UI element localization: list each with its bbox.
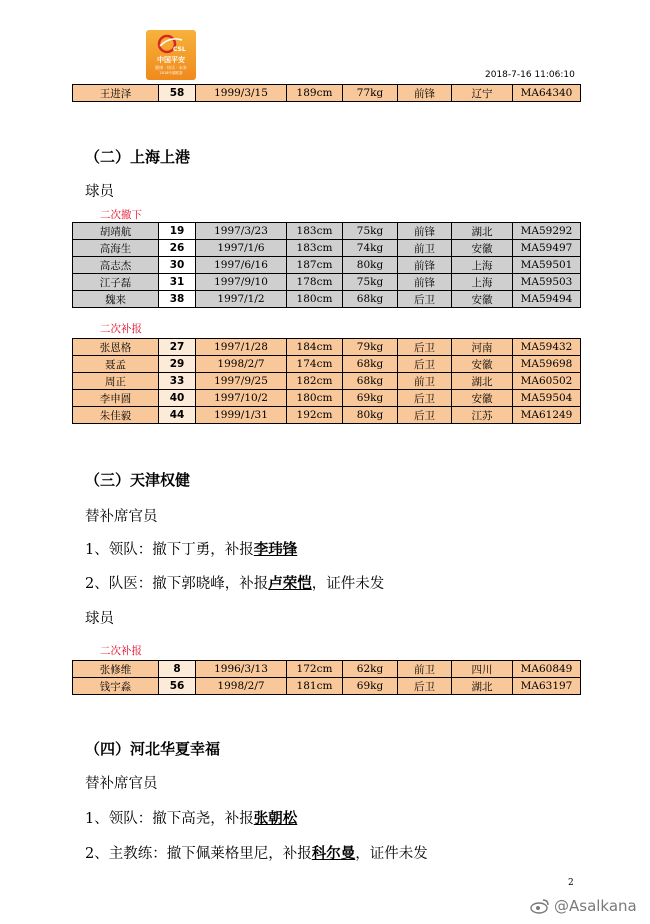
watermark	[530, 897, 637, 915]
table-cell: 前锋	[398, 257, 452, 274]
table-cell: 后卫	[398, 390, 452, 407]
table-cell: 189cm	[287, 85, 343, 102]
table-cell: 安徽	[452, 390, 513, 407]
table-cell: 湖北	[452, 678, 513, 695]
table-cell: 178cm	[287, 274, 343, 291]
table-cell: MA59504	[513, 390, 581, 407]
table-cell: 77kg	[343, 85, 398, 102]
table-cell: 1997/3/23	[196, 223, 287, 240]
table-cell: 68kg	[343, 356, 398, 373]
hebei-officials-label: 替补席官员	[85, 776, 158, 792]
table-row	[73, 274, 581, 291]
table-cell: 27	[159, 339, 196, 356]
table-cell: 江苏	[452, 407, 513, 424]
table-cell: 朱佳毅	[73, 407, 159, 424]
table-cell: 前卫	[398, 373, 452, 390]
table-row	[73, 223, 581, 240]
hebei-line1-name: 张朝松	[253, 810, 298, 827]
table-cell: 68kg	[343, 373, 398, 390]
table-row	[73, 373, 581, 390]
table-row	[73, 407, 581, 424]
table-row	[73, 291, 581, 308]
table-cell: 172cm	[287, 661, 343, 678]
shanghai-added-table	[72, 338, 581, 424]
table-cell: 38	[159, 291, 196, 308]
table-cell: 四川	[452, 661, 513, 678]
table-row	[73, 339, 581, 356]
tianjin-official-line-1: 1、领队：撤下丁勇，补报李玮锋	[85, 541, 298, 558]
table-cell: 1997/1/6	[196, 240, 287, 257]
table-cell: 1999/3/15	[196, 85, 287, 102]
table-cell: MA59698	[513, 356, 581, 373]
shanghai-players-label: 球员	[85, 184, 114, 200]
table-row	[73, 85, 581, 102]
table-cell: MA63197	[513, 678, 581, 695]
table-cell: 1998/2/7	[196, 678, 287, 695]
table-cell: 29	[159, 356, 196, 373]
hebei-official-line-1: 1、领队：撤下高尧，补报张朝松	[85, 810, 298, 827]
logo-mark-text: CSL	[173, 46, 186, 53]
hebei-official-line-2: 2、主教练：撤下佩莱格里尼，补报科尔曼，证件未发	[85, 845, 428, 862]
table-cell: 前锋	[398, 85, 452, 102]
table-cell: 74kg	[343, 240, 398, 257]
table-row	[73, 240, 581, 257]
tianjin-officials-label: 替补席官员	[85, 509, 158, 525]
print-timestamp: 2018-7-16 11:06:10	[485, 70, 575, 80]
table-cell: MA59503	[513, 274, 581, 291]
table-cell: 湖北	[452, 223, 513, 240]
table-cell: 安徽	[452, 291, 513, 308]
table-cell: 聂孟	[73, 356, 159, 373]
table-cell: 上海	[452, 274, 513, 291]
section-title-hebei: （四）河北华夏幸福	[85, 740, 221, 758]
shanghai-removed-table	[72, 222, 581, 308]
csl-logo	[146, 30, 196, 80]
table-cell: 张修维	[73, 661, 159, 678]
table-cell: 80kg	[343, 407, 398, 424]
table-cell: 75kg	[343, 274, 398, 291]
table-cell: MA59494	[513, 291, 581, 308]
table-cell: 69kg	[343, 390, 398, 407]
table-cell: 安徽	[452, 240, 513, 257]
table-cell: 高海生	[73, 240, 159, 257]
tianjin-line2-name: 卢荣恺	[268, 575, 312, 592]
table-cell: 上海	[452, 257, 513, 274]
table-cell: 183cm	[287, 240, 343, 257]
section-title-tianjin: （三）天津权健	[85, 471, 191, 489]
table-cell: 胡靖航	[73, 223, 159, 240]
previous-team-row	[72, 84, 581, 102]
table-row	[73, 390, 581, 407]
table-cell: 183cm	[287, 223, 343, 240]
tianjin-players-label: 球员	[85, 611, 114, 627]
table-cell: 26	[159, 240, 196, 257]
table-cell: 辽宁	[452, 85, 513, 102]
table-cell: 44	[159, 407, 196, 424]
table-cell: 40	[159, 390, 196, 407]
logo-slogan: 健康 · 快乐 · 未来	[155, 65, 187, 70]
table-cell: 张恩格	[73, 339, 159, 356]
table-cell: 187cm	[287, 257, 343, 274]
table-cell: 李申圆	[73, 390, 159, 407]
table-cell: 58	[159, 85, 196, 102]
table-cell: 后卫	[398, 356, 452, 373]
table-cell: 30	[159, 257, 196, 274]
tianjin-line1-name: 李玮锋	[253, 541, 298, 558]
tianjin-added-label: 二次补报	[100, 645, 142, 657]
table-cell: 181cm	[287, 678, 343, 695]
table-cell: 180cm	[287, 291, 343, 308]
table-cell: MA59497	[513, 240, 581, 257]
table-cell: MA60849	[513, 661, 581, 678]
table-cell: 前卫	[398, 661, 452, 678]
table-cell: 后卫	[398, 339, 452, 356]
table-cell: 1997/9/10	[196, 274, 287, 291]
table-cell: 174cm	[287, 356, 343, 373]
table-cell: 钱宇淼	[73, 678, 159, 695]
table-cell: 河南	[452, 339, 513, 356]
table-cell: 19	[159, 223, 196, 240]
table-cell: MA64340	[513, 85, 581, 102]
table-cell: 192cm	[287, 407, 343, 424]
table-cell: MA59292	[513, 223, 581, 240]
table-cell: 湖北	[452, 373, 513, 390]
table-cell: 周正	[73, 373, 159, 390]
hebei-line2-name: 科尔曼	[311, 845, 356, 862]
table-cell: MA59432	[513, 339, 581, 356]
table-row	[73, 257, 581, 274]
table-cell: 魏来	[73, 291, 159, 308]
table-cell: 8	[159, 661, 196, 678]
table-cell: 前锋	[398, 223, 452, 240]
csl-emblem-icon	[156, 34, 186, 54]
table-cell: 79kg	[343, 339, 398, 356]
table-row	[73, 661, 581, 678]
table-cell: 1997/6/16	[196, 257, 287, 274]
table-cell: 1997/10/2	[196, 390, 287, 407]
table-cell: 69kg	[343, 678, 398, 695]
table-cell: 1997/1/28	[196, 339, 287, 356]
tianjin-official-line-2: 2、队医：撤下郭晓峰，补报卢荣恺，证件未发	[85, 575, 385, 592]
table-cell: 68kg	[343, 291, 398, 308]
table-cell: MA59501	[513, 257, 581, 274]
table-cell: 1997/9/25	[196, 373, 287, 390]
table-cell: 75kg	[343, 223, 398, 240]
table-cell: 1999/1/31	[196, 407, 287, 424]
table-cell: 80kg	[343, 257, 398, 274]
table-cell: 180cm	[287, 390, 343, 407]
table-cell: 1997/1/2	[196, 291, 287, 308]
tianjin-added-table	[72, 660, 581, 695]
section-title-shanghai: （二）上海上港	[85, 148, 191, 166]
table-cell: 前卫	[398, 240, 452, 257]
table-cell: 前锋	[398, 274, 452, 291]
weibo-icon	[530, 898, 550, 914]
table-cell: 后卫	[398, 291, 452, 308]
table-cell: 王进泽	[73, 85, 159, 102]
table-cell: 56	[159, 678, 196, 695]
table-cell: 62kg	[343, 661, 398, 678]
table-cell: MA60502	[513, 373, 581, 390]
table-cell: 1996/3/13	[196, 661, 287, 678]
watermark-text: @Asalkana	[554, 897, 637, 915]
table-cell: 高志杰	[73, 257, 159, 274]
table-cell: 江子磊	[73, 274, 159, 291]
logo-year: 2018中超联赛	[159, 71, 183, 75]
table-cell: 33	[159, 373, 196, 390]
table-cell: 182cm	[287, 373, 343, 390]
table-cell: 后卫	[398, 407, 452, 424]
shanghai-removed-label: 二次撤下	[100, 209, 142, 221]
logo-name: 中国平安	[157, 56, 185, 64]
table-cell: 31	[159, 274, 196, 291]
table-row	[73, 678, 581, 695]
table-cell: 安徽	[452, 356, 513, 373]
table-cell: 后卫	[398, 678, 452, 695]
table-cell: MA61249	[513, 407, 581, 424]
table-row	[73, 356, 581, 373]
shanghai-added-label: 二次补报	[100, 323, 142, 335]
page-number: 2	[568, 878, 574, 888]
table-cell: 184cm	[287, 339, 343, 356]
table-cell: 1998/2/7	[196, 356, 287, 373]
